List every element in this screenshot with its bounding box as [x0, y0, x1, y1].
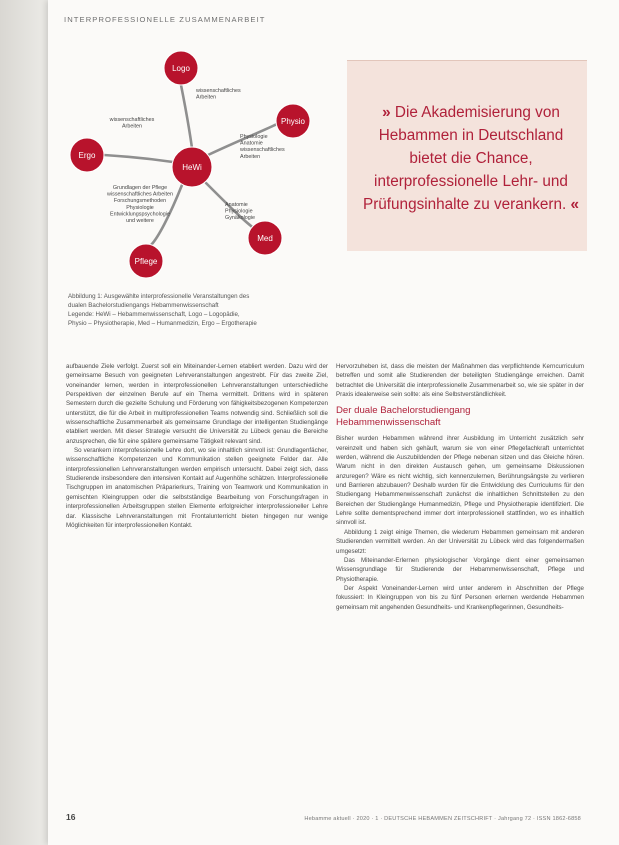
quote-open-mark: » [382, 104, 391, 121]
branch-label-pflege_hewi: Physiologie [126, 204, 154, 211]
node-label-logo: Logo [172, 64, 190, 73]
interprofessional-diagram [60, 40, 330, 290]
branch-label-pflege_hewi: wissenschaftliches Arbeiten [107, 191, 173, 198]
branch-label-med_hewi: Anatomie [225, 202, 248, 208]
node-label-med: Med [257, 234, 273, 243]
caption-line: Legende: HeWi – Hebammenwissenschaft, Logo – Logopädie, [68, 311, 240, 318]
quote-close-mark: « [570, 196, 579, 213]
heading-line: Hebammenwissenschaft [336, 416, 441, 428]
branch-label-pflege_hewi: und weitere [126, 218, 154, 224]
branch-ergo [104, 155, 173, 162]
body-paragraph: Das Miteinander-Erlernen physiologischer Vorgänge dient einer gemeinsamen Wissensgrundlage für Studierende der Hebammenwissenschaft, Pflege und Physiotherapie. [336, 556, 584, 583]
branch-logo [181, 85, 192, 148]
right-column [336, 362, 584, 612]
heading-line: Der duale Bachelorstudiengang [336, 405, 471, 417]
branch-label-med_hewi: Physiologie [225, 208, 253, 215]
branch-label-physio_hewi: Physiologie [240, 134, 268, 140]
body-paragraph: Abbildung 1 zeigt einige Themen, die wiederum Hebammen gemeinsam mit anderen Studierenden vermittelt werden. An der Universität zu Lübeck wird das folgendermaßen umgesetzt: [336, 528, 584, 555]
diagram-nodes [70, 51, 310, 278]
figure-caption [68, 292, 350, 328]
pull-quote [360, 101, 582, 216]
branch-label-logo_hewi: wissenschaftliches [196, 88, 241, 94]
body-paragraph: Der Aspekt Voneinander-Lernen wird unter anderem in Abschnitten der Pflege fokussiert: In Kleingruppen von bis zu fünf Personen erlernen werdende Hebammen gemeinsam mit angehenden Gesundheits- und Krankenpflegerinnen, Gesundheits- [336, 584, 584, 611]
branch-label-pflege_hewi: Grundlagen der Pflege [112, 185, 168, 191]
branch-label-logo_hewi: Arbeiten [196, 94, 217, 101]
binding-edge [0, 0, 48, 845]
left-column [66, 362, 328, 530]
branch-label-med_hewi: Gynäkologie [225, 215, 255, 222]
branch-label-physio_hewi: wissenschaftliches [240, 147, 285, 154]
body-paragraph: So verankern interprofessionelle Lehre dort, wo sie inhaltlich sinnvoll ist: Grundlagenfächer, wissenschaftliche Kompetenzen und Kommunikation stellen geeignete Felder dar. Alle interprofessionellen Lehrveranstaltungen werden empirisch untersucht. Dabei zeigt sich, dass Studierende insbesondere den intensiven Kontakt auf Augenhöhe schätzen. Interprofessionelle Tischgruppen im anatomischen Präparierkurs, Training von Teamwork und Kommunikation in gemischten Kleingruppen oder die selbstständige Bearbeitung von Forschungsfragen in interprofessionellen Arbeitsgruppen stellen Elemente erfolgreicher interprofessioneller Lehre dar. Klassische Lehrveranstaltungen mit Frontalunterricht bieten hingegen nur wenige Möglichkeiten für interprofessionellen Kontakt. [66, 447, 328, 529]
branch-label-physio_hewi: Arbeiten [240, 153, 261, 160]
node-label-hewi: HeWi [182, 163, 202, 172]
caption-line: dualen Bachelorstudiengangs Hebammenwissenschaft [68, 302, 219, 309]
branch-label-ergo_hewi: Arbeiten [121, 123, 143, 130]
quote-text: Die Akademisierung von Hebammen in Deutschland bietet die Chance, interprofessionelle Lehr- und Prüfungsinhalte zu verankern. [363, 104, 568, 213]
branch-label-ergo_hewi: wissenschaftliches [109, 117, 155, 123]
node-label-ergo: Ergo [78, 151, 96, 160]
branch-label-pflege_hewi: Entwicklungspsychologie [110, 211, 170, 218]
body-paragraph: Hervorzuheben ist, dass die meisten der Maßnahmen das verpflichtende Kerncurriculum betreffen und somit alle Studierenden der beteiligten Studiengänge erreichen. Damit betrachtet die Universität die interprofessionelle Zusammenarbeit so, wie sie später in der Praxis idealerweise sein sollte: als eine Selbstverständlichkeit. [336, 363, 584, 399]
page-number: 16 [66, 812, 76, 822]
body-paragraph: aufbauende Ziele verfolgt. Zuerst soll ein Miteinander-Lernen etabliert werden. Dazu wird der gemeinsame Besuch von geeigneten Lehrveranstaltungen angestrebt. Für das zweite Ziel, voneinander lernen, werden in interprofessionellen Lehrveranstaltungen unterschiedliche Perspektiven der einzelnen Berufe auf ein Thema vermittelt. Drittens wird in späteren Semestern durch die gezielte Schulung und Förderung von fähigkeitsbezogenen Kompetenzen unterstützt, die für die Arbeit in multiprofessionellen Teams notwendig sind. Schließlich soll die wissenschaftliche Zusammenarbeit als gemeinsame Grundlage der intelligenten Studiengänge etabliert werden. Mit dieser Strategie versucht die Universität zu Lübeck genau die Bereiche anzusprechen, die für eine spätere gemeinsame Tätigkeit relevant sind. [66, 363, 328, 445]
body-paragraph: Bisher wurden Hebammen während ihrer Ausbildung im Unterricht zusätzlich sehr vereinzelt und haben sich gehäuft, warum sie von einer Pflegefachkraft unterrichtet werden, während die Auszubildenden der Pflege nebenan sitzen und das Gleiche hören. Warum nicht in den direkten Austausch gehen, um gemeinsame Diskussionen anzuregen? Wäre es nicht wichtig, sich kennenzulernen, Berührungsängste zu verlieren und Barrieren abzubauen? Deshalb wurden für die Entwicklung des Curriculums für den Studiengang Hebammenwissenschaft zunächst die inhaltlichen Schnittstellen zu den Bereichen der Studiengänge Humanmedizin, Pflege und Physiotherapie identifiziert. Die Lehre sollte dementsprechend immer dort interprofessionell stattfinden, wo es inhaltlich sinnvoll ist. [336, 435, 584, 527]
caption-line: Physio – Physiotherapie, Med – Humanmedizin, Ergo – Ergotherapie [68, 320, 257, 327]
branch-label-physio_hewi: Anatomie [240, 140, 263, 147]
node-label-physio: Physio [280, 117, 306, 126]
caption-line: Abbildung 1: Ausgewählte interprofessionelle Veranstaltungen des [68, 293, 250, 300]
branch-label-pflege_hewi: Forschungsmethoden [113, 198, 167, 205]
section-header: INTERPROFESSIONELLE ZUSAMMENARBEIT [64, 15, 266, 24]
node-label-pflege: Pflege [134, 257, 158, 266]
running-footer: Hebamme aktuell · 2020 · 1 · DEUTSCHE HEBAMMEN ZEITSCHRIFT · Jahrgang 72 · ISSN 1862-6858 [304, 816, 581, 822]
section-heading [336, 405, 584, 428]
